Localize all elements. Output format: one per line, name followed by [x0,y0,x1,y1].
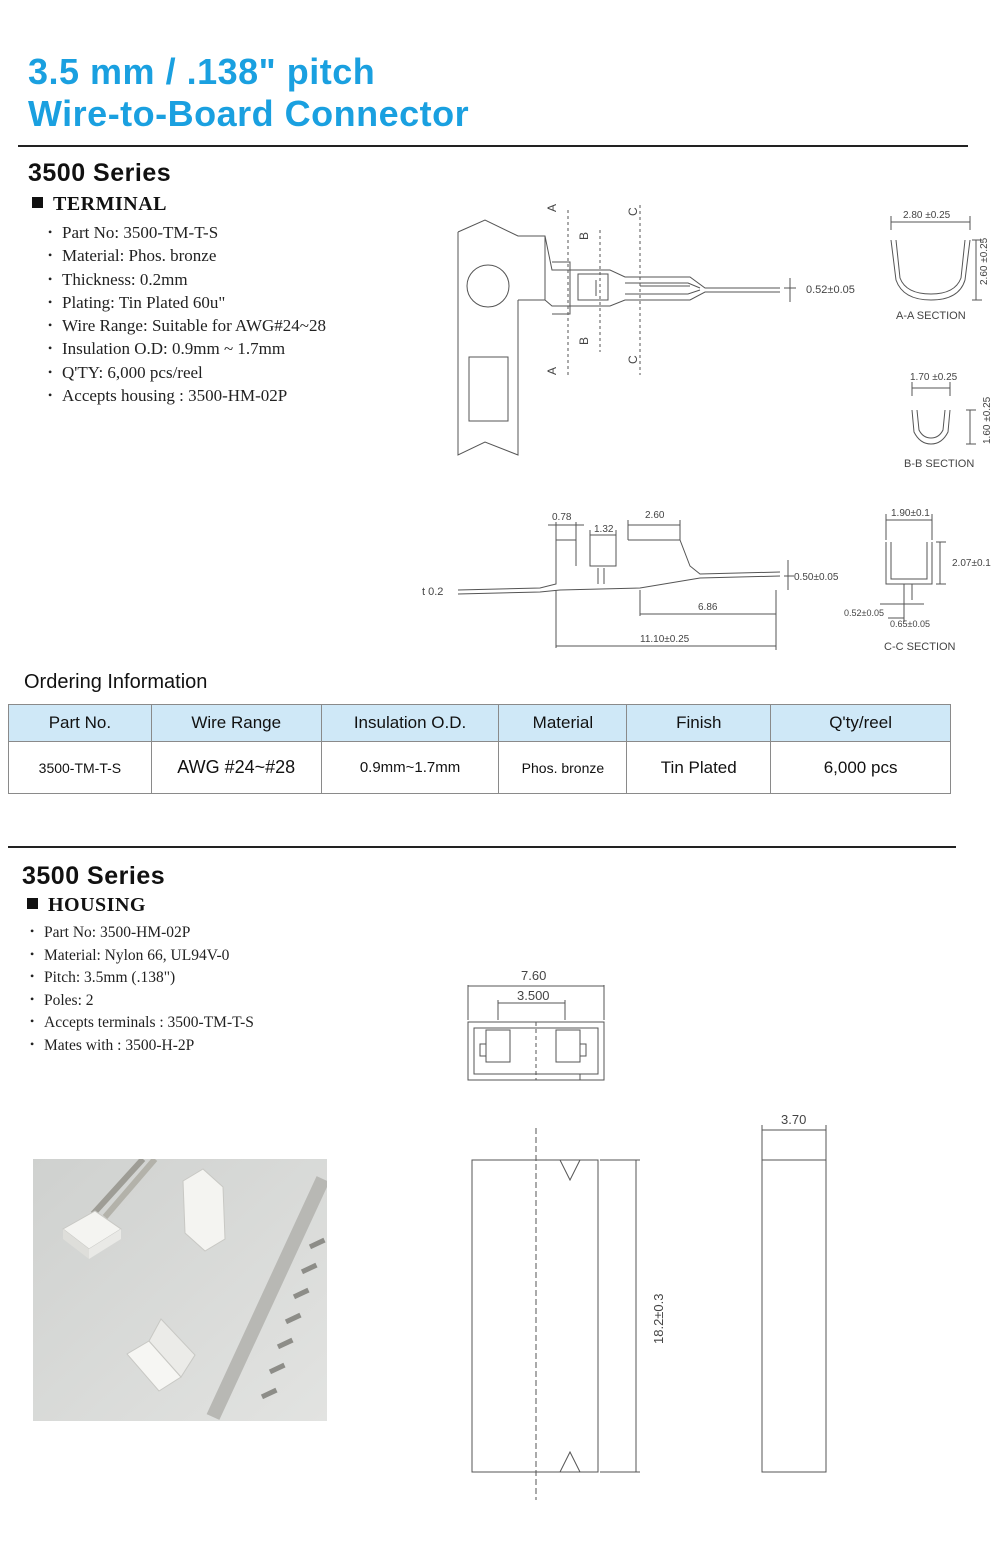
cell-material: Phos. bronze [499,742,627,794]
dim-housing-width: 7.60 [521,968,547,983]
spec-text: Insulation O.D: 0.9mm ~ 1.7mm [62,339,286,359]
bullet-icon: • [48,364,53,379]
terminal-subheading-label: TERMINAL [53,193,168,215]
section-mark-a-bottom: A [545,366,559,375]
spec-text: Material: Nylon 66, UL94V-0 [44,946,230,964]
page-title-line1: 3.5 mm / .138" pitch [28,51,376,92]
page-title-line2: Wire-to-Board Connector [28,93,470,134]
column-header: Part No. [9,705,152,742]
label-aa-section: A-A SECTION [896,310,966,322]
spec-text: Plating: Tin Plated 60u" [62,292,226,312]
spec-text: Mates with : 3500-H-2P [44,1036,195,1054]
dim-bb-height: 1.60 ±0.25 [982,396,993,444]
terminal-series-heading: 3500 Series [28,159,172,187]
cell-insulation: 0.9mm~1.7mm [321,742,499,794]
bullet-icon: • [48,294,53,309]
section-mark-b-bottom: B [577,336,591,345]
dim-cc-base: 0.65±0.05 [890,619,930,629]
spec-item [30,1034,254,1057]
spec-text: Wire Range: Suitable for AWG#24~28 [62,316,326,336]
bullet-icon: • [48,388,53,403]
column-header: Material [499,705,627,742]
spec-text: Part No: 3500-TM-T-S [62,223,219,242]
square-bullet-icon [27,898,38,909]
label-bb-section: B-B SECTION [904,458,975,470]
section-mark-b-top: B [577,231,591,240]
spec-text: Accepts terminals : 3500-TM-T-S [44,1014,254,1031]
section-divider [8,846,956,848]
dim-cc-width: 1.90±0.1 [891,508,930,519]
dim-housing-length: 18.2±0.3 [651,1293,666,1344]
bullet-icon: • [48,248,53,263]
column-header: Finish [627,705,771,742]
bullet-icon: • [30,969,35,983]
spec-text: Thickness: 0.2mm [62,269,188,289]
bullet-icon: • [30,991,35,1006]
spec-text: Q'TY: 6,000 pcs/reel [62,362,203,382]
housing-spec-list [30,921,254,1056]
cell-finish: Tin Plated [627,742,771,794]
cell-wire-range: AWG #24~#28 [151,742,321,794]
dim-1110: 11.10±0.25 [640,634,690,645]
bullet-icon: • [30,946,35,961]
terminal-drawing [0,0,1000,670]
housing-subheading [27,894,146,917]
housing-series-heading: 3500 Series [22,862,166,890]
section-mark-c-bottom: C [626,355,640,364]
dim-260: 2.60 [645,510,665,521]
dim-cc-pin: 0.52±0.05 [844,608,884,618]
dim-housing-pitch: 3.500 [517,988,550,1003]
ordering-table [8,704,951,794]
dim-bb-width: 1.70 ±0.25 [910,372,958,383]
dim-thickness: t 0.2 [422,586,444,598]
spec-item [30,966,254,989]
spec-text: Accepts housing : 3500-HM-02P [62,386,288,406]
dim-aa-width: 2.80 ±0.25 [903,210,951,221]
dim-housing-depth: 3.70 [781,1112,807,1127]
spec-text: Part No: 3500-HM-02P [44,924,191,941]
bullet-icon: • [30,1014,35,1028]
column-header: Q'ty/reel [771,705,951,742]
housing-subheading-label: HOUSING [48,894,146,916]
ordering-title: Ordering Information [24,671,208,693]
dim-052: 0.52±0.05 [806,284,855,296]
dim-686: 6.86 [698,602,718,613]
cell-qty: 6,000 pcs [771,742,951,794]
dim-132: 1.32 [594,524,614,535]
spec-item [30,1011,254,1034]
label-cc-section: C-C SECTION [884,641,956,653]
cell-part-no: 3500-TM-T-S [9,742,152,794]
spec-item [30,921,254,944]
spec-text: Pitch: 3.5mm (.138") [44,969,176,986]
spec-item [30,989,254,1012]
bullet-icon: • [30,924,35,938]
bullet-icon: • [48,341,53,356]
section-mark-c-top: C [626,207,640,216]
section-mark-a-top: A [545,203,559,212]
bullet-icon: • [48,271,53,286]
table-row [9,742,951,794]
spec-item [30,944,254,967]
dim-078: 0.78 [552,512,572,523]
product-photo [33,1159,327,1421]
bullet-icon: • [48,318,53,333]
bullet-icon: • [48,225,53,239]
dim-cc-height: 2.07±0.1 [952,558,991,569]
spec-text: Poles: 2 [44,991,94,1009]
dim-aa-height: 2.60 ±0.25 [979,237,990,285]
column-header: Wire Range [151,705,321,742]
bullet-icon: • [30,1036,35,1051]
spec-text: Material: Phos. bronze [62,246,217,266]
dim-050: 0.50±0.05 [794,572,839,583]
column-header: Insulation O.D. [321,705,499,742]
table-header-row [9,705,951,742]
